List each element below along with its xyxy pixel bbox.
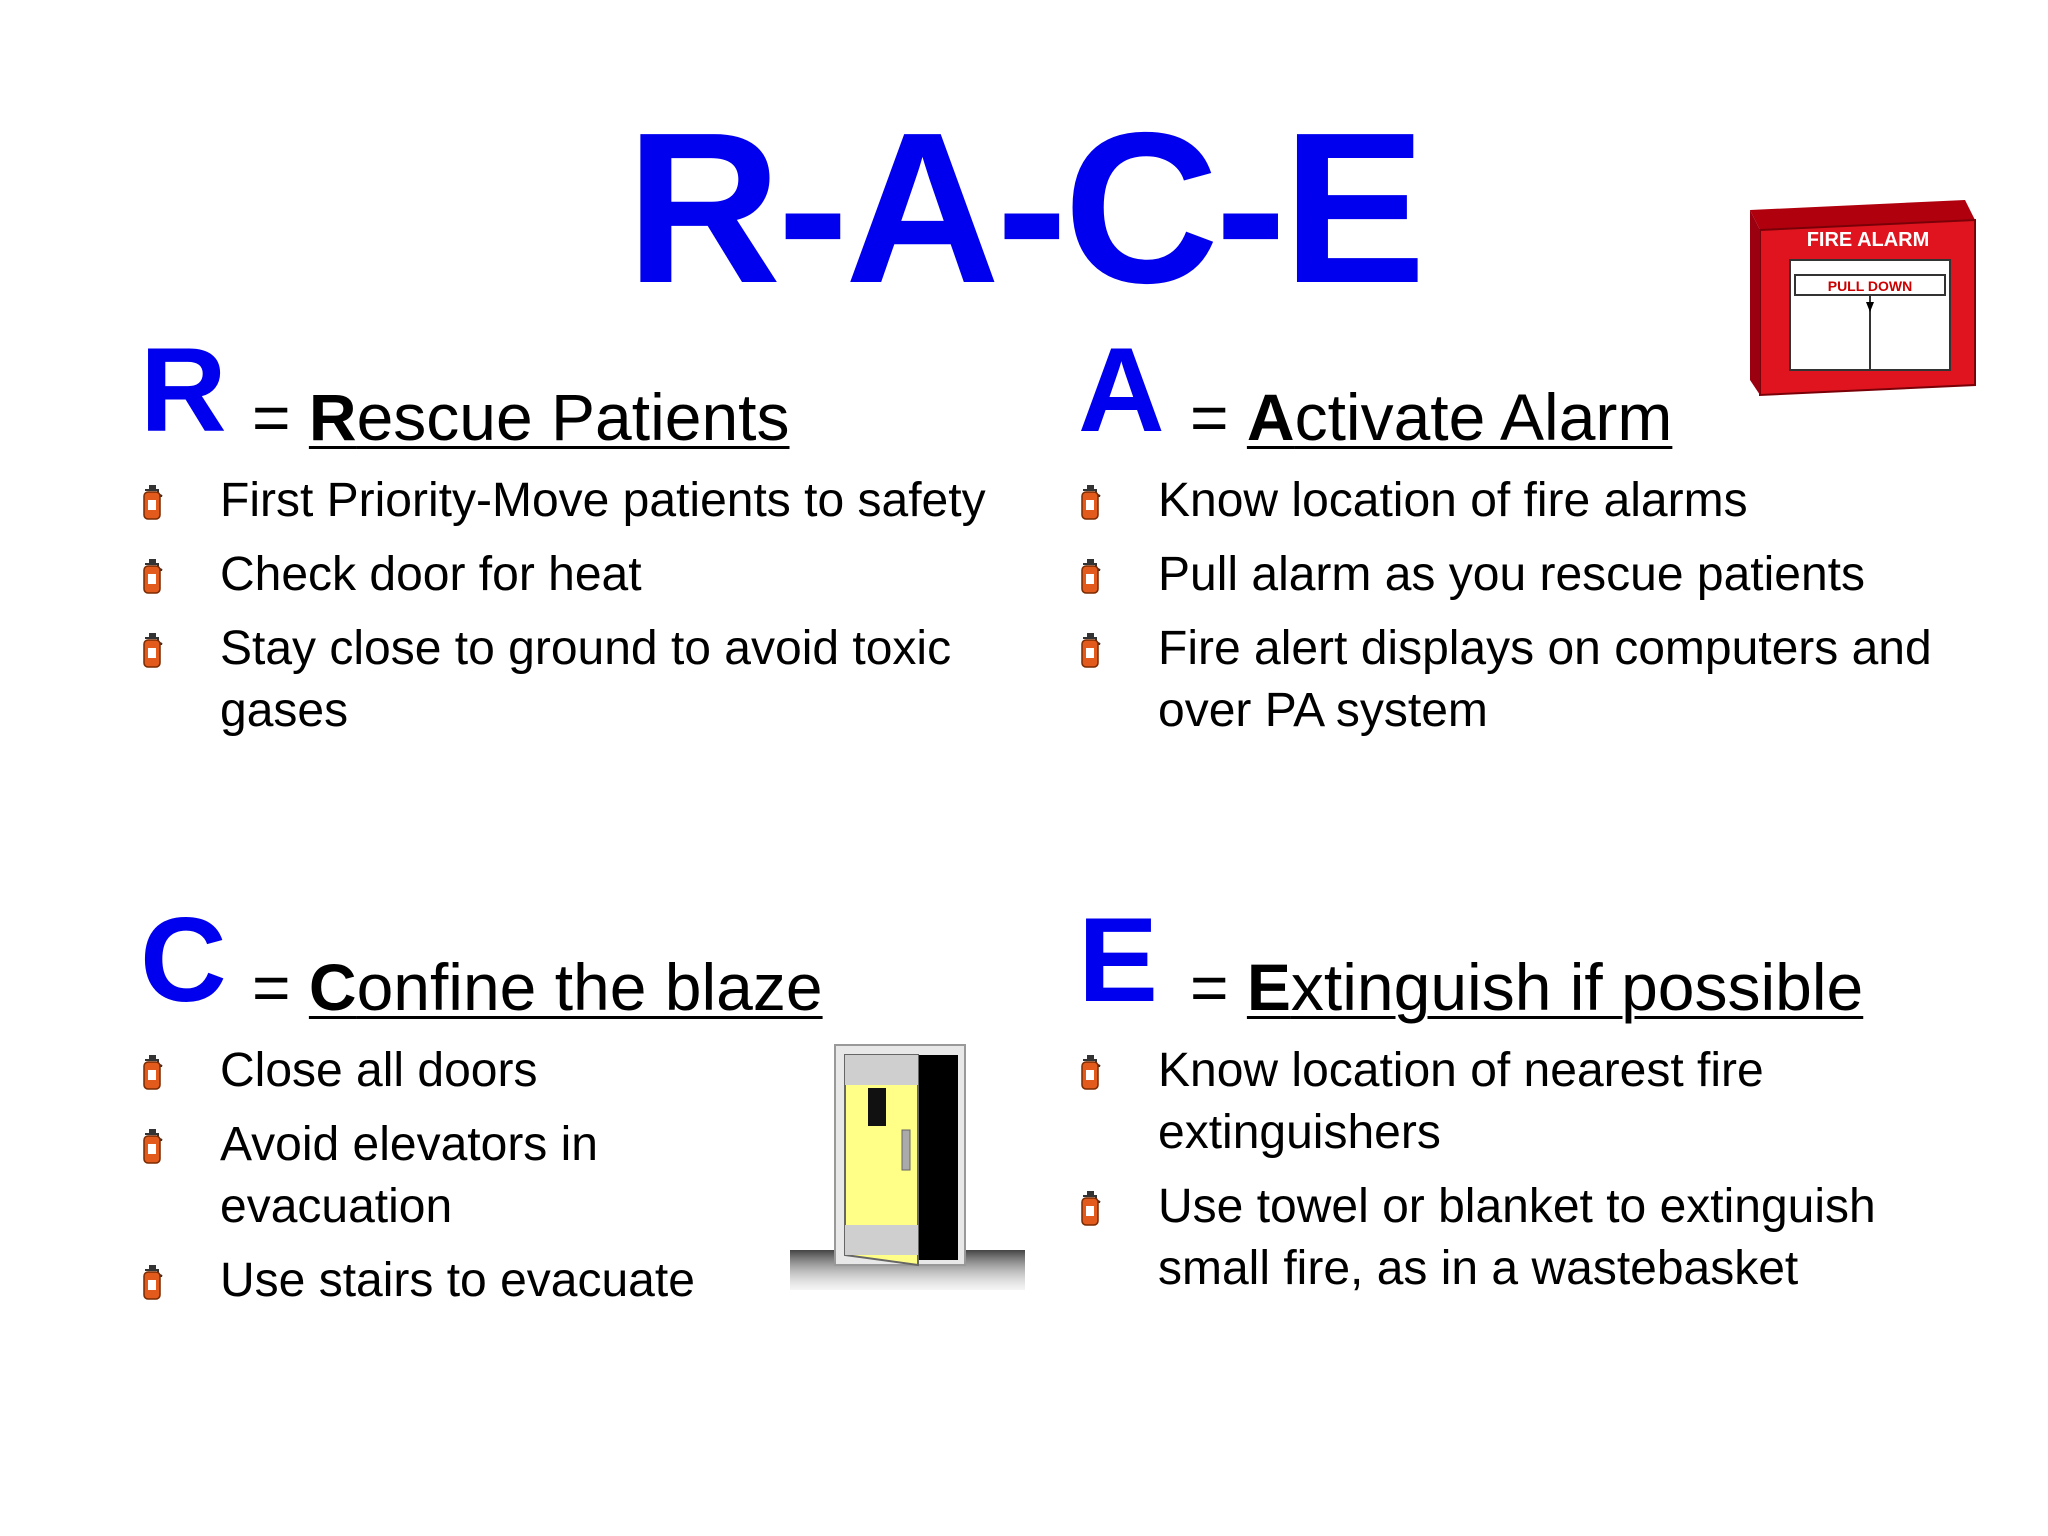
fire-extinguisher-icon — [140, 1054, 164, 1090]
list-item: Use towel or blanket to extinguish small fire, as in a wastebasket — [1078, 1176, 1978, 1300]
bullet-list — [1078, 1040, 1978, 1312]
slide-title: R-A-C-E — [626, 87, 1422, 328]
alarm-top-label: FIRE ALARM — [1806, 229, 1930, 251]
list-item: Know location of fire alarms — [1078, 470, 1978, 532]
section-title: = Rescue Patients — [252, 380, 790, 454]
list-item: Know location of nearest fire extinguishers — [1078, 1040, 1978, 1164]
bullet-list — [140, 1040, 700, 1324]
list-item: Close all doors — [140, 1040, 700, 1102]
fire-extinguisher-icon — [140, 632, 164, 668]
list-item: Pull alarm as you rescue patients — [1078, 544, 1978, 606]
section-heading — [1078, 893, 2018, 1027]
section-extinguish — [1078, 893, 2018, 1295]
open-door-illustration — [790, 1040, 1025, 1300]
section-letter: A — [1078, 323, 1165, 457]
bullet-list — [140, 470, 1020, 754]
fire-extinguisher-icon — [1078, 558, 1102, 594]
list-item: Stay close to ground to avoid toxic gases — [140, 618, 1020, 742]
fire-extinguisher-icon — [140, 484, 164, 520]
section-title: = Activate Alarm — [1190, 380, 1673, 454]
section-heading — [140, 323, 1040, 457]
fire-extinguisher-icon — [140, 1128, 164, 1164]
alarm-pull-label: PULL DOWN — [1827, 278, 1913, 294]
section-confine — [140, 893, 1040, 1307]
list-item: First Priority-Move patients to safety — [140, 470, 1020, 532]
section-letter: E — [1078, 893, 1159, 1027]
fire-alarm-illustration — [1740, 190, 1980, 410]
list-item: Fire alert displays on computers and over PA system — [1078, 618, 1978, 742]
section-letter: R — [140, 323, 227, 457]
fire-extinguisher-icon — [140, 558, 164, 594]
list-item: Check door for heat — [140, 544, 1020, 606]
bullet-list — [1078, 470, 1978, 754]
list-item: Use stairs to evacuate — [140, 1250, 700, 1312]
section-heading — [140, 893, 1040, 1027]
fire-extinguisher-icon — [140, 1264, 164, 1300]
list-item: Avoid elevators in evacuation — [140, 1114, 700, 1238]
fire-extinguisher-icon — [1078, 484, 1102, 520]
section-letter: C — [140, 893, 227, 1027]
section-rescue — [140, 323, 1040, 737]
fire-extinguisher-icon — [1078, 1190, 1102, 1226]
fire-extinguisher-icon — [1078, 632, 1102, 668]
section-title: = Extinguish if possible — [1190, 950, 1864, 1024]
section-title: = Confine the blaze — [252, 950, 823, 1024]
fire-extinguisher-icon — [1078, 1054, 1102, 1090]
